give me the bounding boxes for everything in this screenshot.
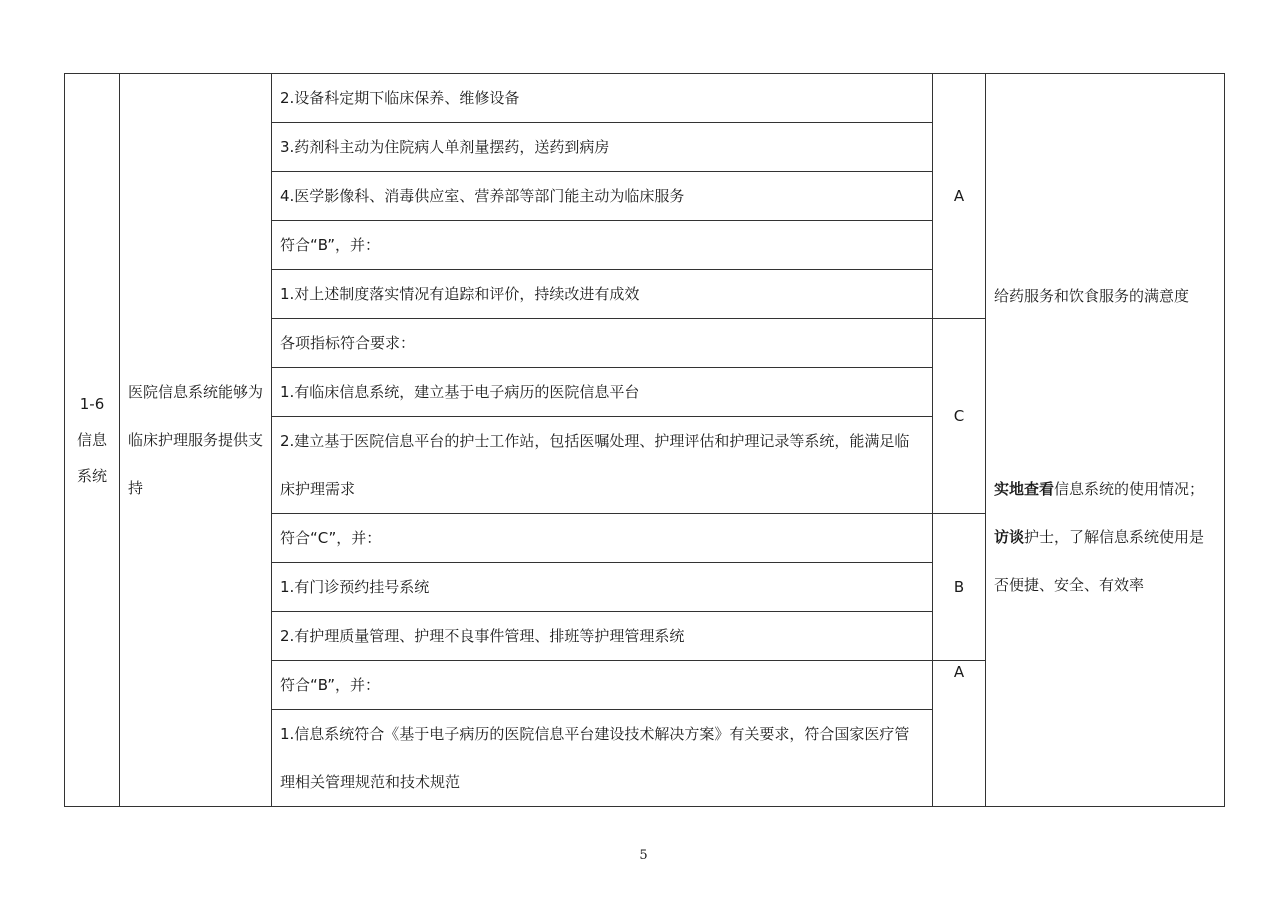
criteria-row: 4.医学影像科、消毒供应室、营养部等部门能主动为临床服务 — [272, 172, 933, 221]
assessment-table — [64, 73, 1225, 807]
grade-cell: A — [933, 74, 986, 319]
criteria-row: 2.建立基于医院信息平台的护士工作站，包括医嘱处理、护理评估和护理记录等系统，能满足临床护理需求 — [272, 417, 933, 514]
criteria-row: 1.有临床信息系统，建立基于电子病历的医院信息平台 — [272, 368, 933, 417]
item-code-line3: 系统 — [76, 467, 107, 485]
method-main-text — [994, 465, 1216, 609]
grade-cell: C — [933, 319, 986, 514]
method-text-2: 护士，了解信息系统使用是否便捷、安全、有效率 — [994, 527, 1205, 594]
item-code-number: 1-6 — [79, 395, 105, 413]
method-text-1: 信息系统的使用情况； — [1054, 479, 1205, 498]
criteria-row: 2.有护理质量管理、护理不良事件管理、排班等护理管理系统 — [272, 612, 933, 661]
standard-cell: 医院信息系统能够为临床护理服务提供支持 — [120, 74, 272, 807]
criteria-row: 1.信息系统符合《基于电子病历的医院信息平台建设技术解决方案》有关要求，符合国家医疗管理相关管理规范和技术规范 — [272, 710, 933, 807]
grade-cell: B — [933, 514, 986, 661]
method-keyword-inspect: 实地查看 — [994, 479, 1055, 498]
item-code-line2: 信息 — [76, 431, 107, 449]
method-keyword-interview: 访谈 — [994, 527, 1025, 546]
criteria-row: 1.对上述制度落实情况有追踪和评价，持续改进有成效 — [272, 270, 933, 319]
criteria-row: 符合“C”，并： — [272, 514, 933, 563]
criteria-row: 1.有门诊预约挂号系统 — [272, 563, 933, 612]
grade-cell: A — [933, 661, 986, 807]
method-top-text: 给药服务和饮食服务的满意度 — [994, 286, 1190, 305]
item-code-cell — [65, 74, 120, 807]
criteria-row: 2.设备科定期下临床保养、维修设备 — [272, 74, 933, 123]
page-number: 5 — [639, 848, 648, 863]
criteria-row: 各项指标符合要求： — [272, 319, 933, 368]
criteria-row: 符合“B”，并： — [272, 221, 933, 270]
criteria-row: 符合“B”，并： — [272, 661, 933, 710]
criteria-row: 3.药剂科主动为住院病人单剂量摆药，送药到病房 — [272, 123, 933, 172]
method-cell — [986, 74, 1225, 807]
